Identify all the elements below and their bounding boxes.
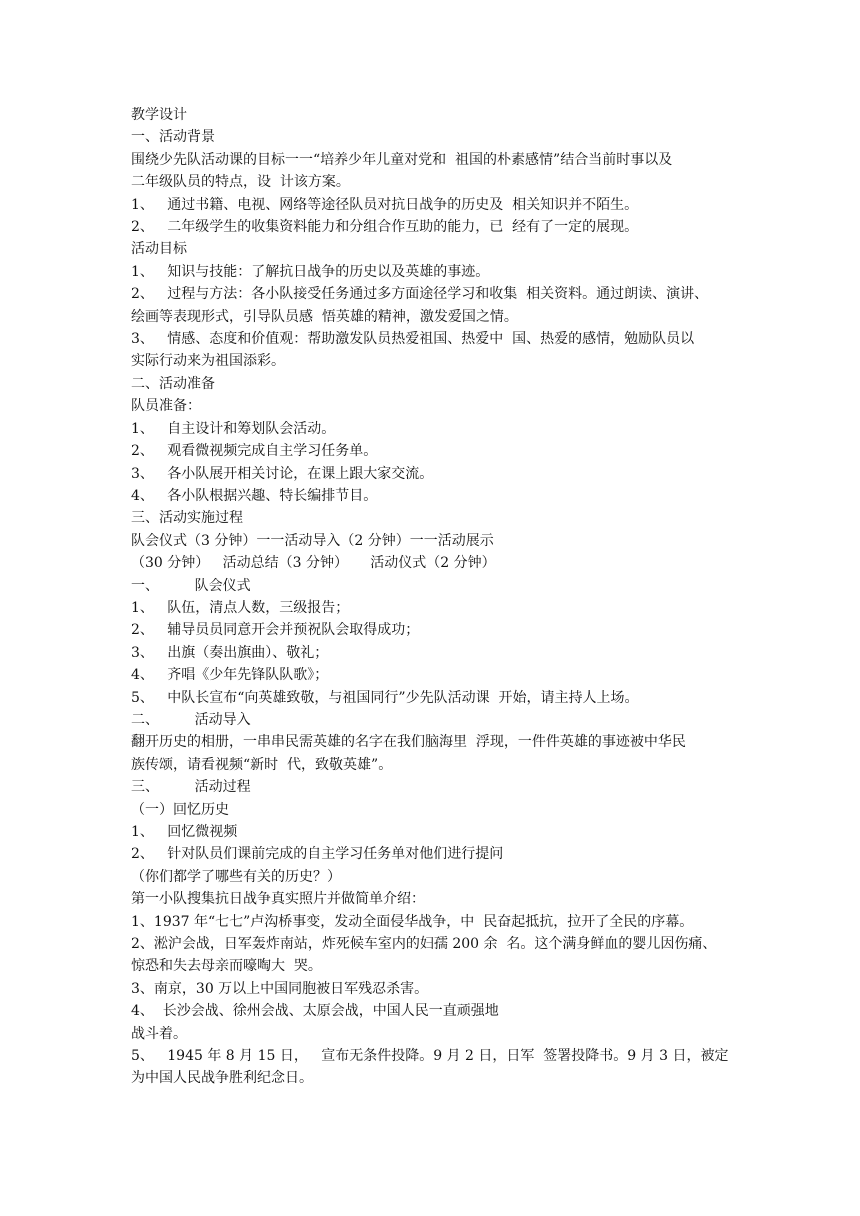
section-heading: 三、活动实施过程 bbox=[131, 510, 243, 527]
paragraph-line: 为中国人民战争胜利纪念日。 bbox=[131, 1070, 313, 1087]
paragraph-line: 围绕少先队活动课的目标一一“培养少年儿童对党和 祖国的朴素感情”结合当前时事以及 bbox=[131, 151, 673, 168]
list-item: 2、 辅导员员同意开会并预祝队会取得成功； bbox=[131, 622, 420, 639]
list-item: 3、 出旗（奏出旗曲）、敬礼； bbox=[131, 644, 329, 661]
list-item: 1、1937 年“七七”卢沟桥事变，发动全面侵华战争，中 民奋起抵抗，拉开了全民的序幕。 bbox=[131, 913, 694, 930]
paragraph-line: 惊恐和失去母亲而嚎啕大 哭。 bbox=[131, 958, 322, 975]
doc-title: 教学设计 bbox=[131, 107, 187, 123]
list-item: 3、南京，30 万以上中国同胞被日军残忍杀害。 bbox=[131, 980, 429, 997]
list-item: 1、 通过书籍、电视、网络等途径队员对抗日战争的历史及 相关知识并不陌生。 bbox=[131, 196, 639, 213]
list-item: 1、 知识与技能：了解抗日战争的历史以及英雄的事迹。 bbox=[131, 263, 490, 280]
list-item: 3、 各小队展开相关讨论，在课上跟大家交流。 bbox=[131, 465, 434, 482]
list-item: 1、 队伍，清点人数，三级报告； bbox=[131, 599, 350, 616]
list-item: 2、 二年级学生的收集资料能力和分组合作互助的能力，已 经有了一定的展现。 bbox=[131, 219, 639, 236]
paragraph-line: 翻开历史的相册，一串串民需英雄的名字在我们脑海里 浮现，一件件英雄的事迹被中华民 bbox=[131, 734, 686, 751]
document-page bbox=[131, 104, 731, 1090]
section-heading: 三、 活动过程 bbox=[131, 779, 251, 796]
list-item: 4、 长沙会战、徐州会战、太原会战，中国人民一直顽强地 bbox=[131, 1003, 499, 1020]
paragraph-line: （30 分钟） 活动总结（3 分钟） 活动仪式（2 分钟） bbox=[131, 555, 496, 572]
paragraph-line: 队会仪式（3 分钟）一一活动导入（2 分钟）一一活动展示 bbox=[131, 532, 494, 549]
paragraph-line: 战斗着。 bbox=[131, 1025, 187, 1042]
list-item: 2、 针对队员们课前完成的自主学习任务单对他们进行提问 bbox=[131, 846, 504, 863]
list-item: 4、 齐唱《少年先锋队队歌》； bbox=[131, 667, 329, 684]
list-item: 2、 过程与方法：各小队接受任务通过多方面途径学习和收集 相关资料。通过朗读、演讲、 bbox=[131, 286, 709, 303]
paragraph-line: 第一小队搜集抗日战争真实照片并做简单介绍： bbox=[131, 891, 425, 908]
paragraph-line: 族传颂，请看视频“新时 代，致敬英雄”。 bbox=[131, 756, 393, 773]
list-item: 1、 回忆微视频 bbox=[131, 824, 238, 840]
section-heading: 二、活动准备 bbox=[131, 375, 215, 392]
list-item: 3、 情感、态度和价值观：帮助激发队员热爱祖国、热爱中 国、热爱的感情，勉励队员以 bbox=[131, 331, 695, 348]
subsection-heading: 队员准备： bbox=[131, 398, 201, 415]
section-heading: 二、 活动导入 bbox=[131, 711, 251, 728]
paragraph-line: （你们都学了哪些有关的历史？） bbox=[131, 868, 341, 885]
list-item: 5、 1945 年 8 月 15 日， 宣布无条件投降。9 月 2 日，日军 签署投降书。9 月 3 日，被定 bbox=[131, 1048, 729, 1065]
paragraph-line: 实际行动来为祖国添彩。 bbox=[131, 353, 285, 370]
subsection-heading: 活动目标 bbox=[131, 241, 187, 258]
list-item: 5、 中队长宣布“向英雄致敬，与祖国同行”少先队活动课 开始，请主持人上场。 bbox=[131, 689, 639, 706]
section-heading: 一、 队会仪式 bbox=[131, 577, 251, 594]
paragraph-line: 二年级队员的特点，设 计该方案。 bbox=[131, 174, 350, 191]
list-item: 2、 观看微视频完成自主学习任务单。 bbox=[131, 443, 378, 460]
list-item: 4、 各小队根据兴趣、特长编排节目。 bbox=[131, 487, 378, 504]
section-heading: 一、活动背景 bbox=[131, 129, 215, 146]
list-item: 1、 自主设计和筹划队会活动。 bbox=[131, 420, 336, 437]
list-item: 2、淞沪会战，日军轰炸南站，炸死候车室内的妇孺 200 余 名。这个满身鲜血的婴儿因伤痛、 bbox=[131, 936, 717, 953]
paragraph-line: 绘画等表现形式，引导队员感 悟英雄的精神，激发爱国之情。 bbox=[131, 308, 518, 325]
subsection-heading: （一）回忆历史 bbox=[131, 801, 229, 818]
